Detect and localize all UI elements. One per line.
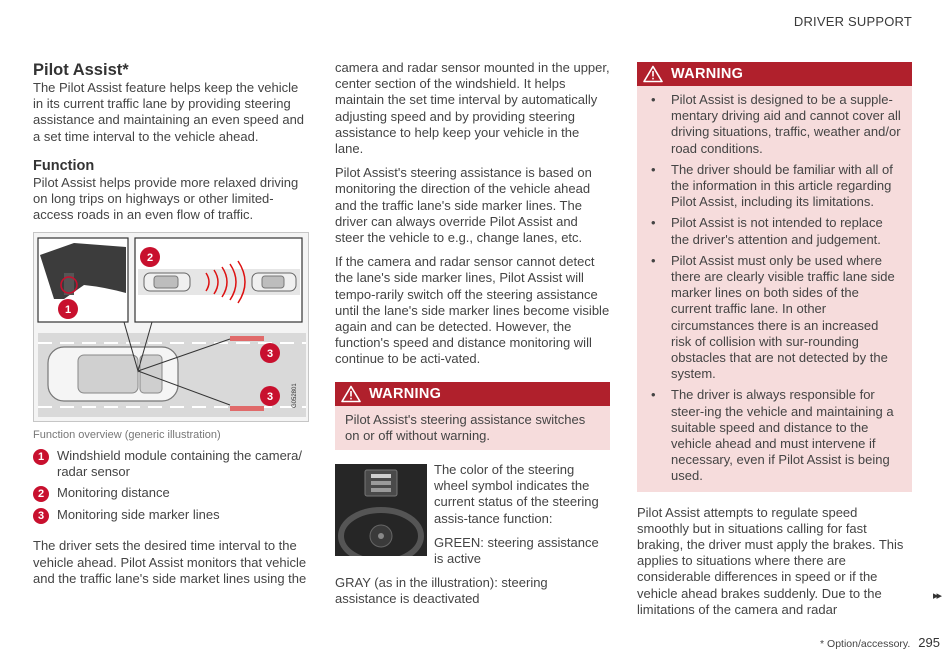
illustration-graphic bbox=[34, 233, 309, 422]
section-header: DRIVER SUPPORT bbox=[793, 14, 912, 29]
callout-3-bottom: 3 bbox=[266, 391, 274, 404]
callout-3-top: 3 bbox=[266, 348, 274, 361]
column-left bbox=[33, 58, 309, 587]
wheel-green-paragraph: GREEN: steering assistance is active bbox=[434, 534, 599, 567]
legend-number: 2 bbox=[33, 486, 49, 502]
legend-text: Windshield module containing the camera/ radar sensor bbox=[57, 448, 302, 480]
closing-paragraph: Pilot Assist attempts to regulate speed smoothly but in situations calling for fast braking, the driver must apply the brakes. This applies to situations where there are considerable differences in speed or if the vehicle ahead brakes suddenly. Due to the limitations of the camera and radar bbox=[637, 504, 904, 617]
warning-bullet bbox=[647, 253, 902, 383]
warning-title: WARNING bbox=[671, 66, 744, 82]
column-right bbox=[637, 62, 912, 618]
wheel-paragraph: The color of the steering wheel symbol indicates the current status of the steering assis-tance function: bbox=[434, 462, 599, 526]
continue-arrows-icon: ▸▸ bbox=[932, 590, 940, 602]
wheel-gray-paragraph: GRAY (as in the illustration): steering assistance is deactivated bbox=[335, 575, 548, 607]
function-heading: Function bbox=[33, 157, 95, 174]
column-middle bbox=[335, 60, 610, 608]
figure-caption: Function overview (generic illustration) bbox=[33, 429, 221, 442]
paragraph: camera and radar sensor mounted in the upper, center section of the windshield. It helps maintain the set time interval by automatically adjusting speed and by providing steering assistance to help keep your vehicle in the lane. bbox=[335, 60, 610, 157]
paragraph: If the camera and radar sensor cannot detect the lane's side marker lines, Pilot Assist will tempo-rarily switch off the steering assistance until the lane's side marker lines become visible again and can be detected. However, the function's speed and distance monitoring will continue to be acti-vated. bbox=[335, 254, 610, 367]
legend-text: Monitoring distance bbox=[57, 485, 170, 501]
callout-1: 1 bbox=[64, 304, 72, 317]
bullet-dot: • bbox=[651, 161, 656, 177]
bullet-dot: • bbox=[651, 92, 656, 107]
bullet-text: Pilot Assist must only be used where there are clearly visible traffic lane side marker lines on both sides of the current traffic lane. In other circumstances there is an increased risk of collision with sur-rounding obstacles that are not detected by the system. bbox=[671, 252, 895, 382]
bullet-text: Pilot Assist is not intended to replace the driver's attention and judgement. bbox=[671, 215, 883, 247]
bullet-dot: • bbox=[651, 387, 656, 403]
warning-box bbox=[637, 62, 912, 492]
legend-number: 1 bbox=[33, 449, 49, 465]
steering-wheel-section bbox=[335, 462, 610, 567]
footnote: * Option/accessory. bbox=[820, 638, 911, 650]
bullet-text: Pilot Assist is designed to be a supple-mentary driving aid and cannot cover all driving situations, traffic, weather and/or road conditions. bbox=[671, 92, 901, 156]
warning-bullet bbox=[647, 92, 902, 157]
warning-body bbox=[637, 86, 912, 492]
legend-item bbox=[33, 448, 309, 480]
bullet-text: The driver is always responsible for steer-ing the vehicle and maintaining a suitable speed and distance to the vehicle ahead and must intervene if necessary, even if Pilot Assist is being used. bbox=[671, 387, 894, 484]
figure-legend bbox=[33, 448, 309, 524]
steering-wheel-graphic bbox=[335, 464, 427, 556]
intro-paragraph: The Pilot Assist feature helps keep the vehicle in its current traffic lane by providing steering assistance and maintaining an even speed and a set time interval to the vehicle ahead. bbox=[33, 80, 305, 144]
bullet-dot: • bbox=[651, 252, 656, 268]
warning-title: WARNING bbox=[369, 385, 442, 402]
function-paragraph: Pilot Assist helps provide more relaxed driving on long trips on highways or other limited-access roads in an even flow of traffic. bbox=[33, 174, 299, 223]
warning-bullet bbox=[647, 162, 902, 211]
warning-triangle-icon bbox=[643, 65, 663, 83]
warning-bullet bbox=[647, 387, 902, 484]
warning-list bbox=[647, 92, 902, 485]
function-overview-illustration bbox=[33, 232, 309, 422]
bullet-dot: • bbox=[651, 215, 656, 231]
steering-wheel-text bbox=[434, 462, 610, 567]
warning-text: Pilot Assist's steering assistance switches on or off without warning. bbox=[345, 411, 586, 443]
warning-header bbox=[637, 62, 912, 86]
bullet-text: The driver should be familiar with all of the information in this article regarding Pilot Assist, including its limitations. bbox=[671, 161, 893, 210]
legend-number: 3 bbox=[33, 508, 49, 524]
warning-header bbox=[335, 382, 610, 406]
paragraph: Pilot Assist's steering assistance is based on monitoring the direction of the vehicle ahead and the traffic lane's side marker lines. The driver can always override Pilot Assist and steer the vehicle to e.g., change lanes, etc. bbox=[335, 165, 592, 246]
callout-2: 2 bbox=[146, 252, 154, 265]
page-footer bbox=[820, 635, 940, 650]
warning-bullet bbox=[647, 215, 902, 247]
legend-item bbox=[33, 507, 309, 524]
warning-body bbox=[335, 406, 610, 450]
warning-triangle-icon bbox=[341, 385, 361, 403]
page-title: Pilot Assist* bbox=[33, 61, 129, 79]
steering-wheel-image bbox=[335, 464, 427, 556]
warning-box bbox=[335, 382, 610, 450]
page-number: 295 bbox=[918, 635, 940, 650]
legend-text: Monitoring side marker lines bbox=[57, 507, 220, 523]
illustration-code: G052801 bbox=[292, 383, 298, 409]
legend-item bbox=[33, 485, 309, 502]
closing-paragraph: The driver sets the desired time interval to the vehicle ahead. Pilot Assist monitors that vehicle and the traffic lane's side market lines using the bbox=[33, 538, 307, 586]
